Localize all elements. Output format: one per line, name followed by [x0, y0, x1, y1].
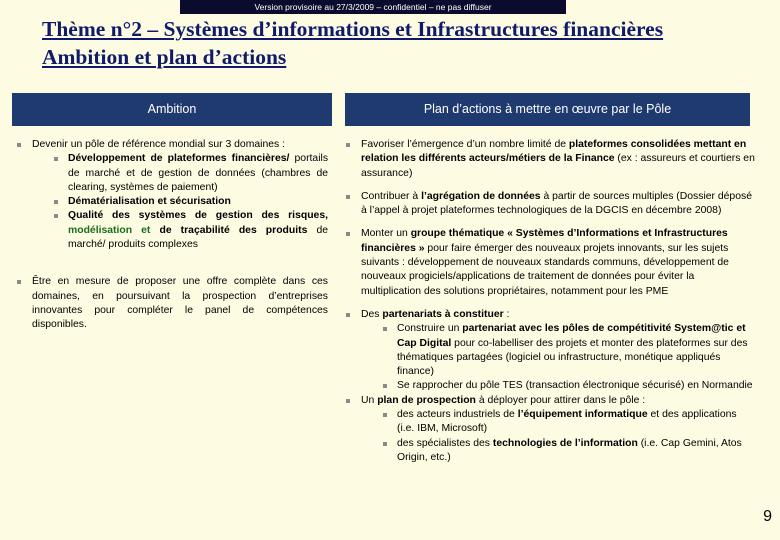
bullet-icon: [383, 413, 387, 417]
ambition-subitem-3: [16, 209, 328, 252]
plan-subitem-4-1-c: pour co-labelliser des projets et monter des plateformes sur des thématiques partagées (logiciel ou infrastructure, monétique appliqués finance): [397, 337, 748, 378]
plan-subitem-4-2: [345, 379, 755, 393]
plan-item-5-a: Un: [361, 394, 375, 406]
bullet-icon: [346, 143, 350, 147]
plan-header: Plan d’actions à mettre en œuvre par le Pôle: [345, 93, 750, 126]
bullet-icon: [54, 200, 58, 204]
plan-item-3: [345, 227, 755, 298]
bullet-icon: [54, 157, 58, 161]
plan-subitem-5-1-c: et des applications (i.e. IBM, Microsoft): [397, 409, 737, 435]
bullet-icon: [346, 313, 350, 317]
plan-item-1-b: plateformes consolidées mettant en relation les différents acteurs/métiers de la Finance: [361, 139, 747, 165]
plan-item-4-c: :: [506, 308, 510, 320]
plan-subitem-4-1-a: Construire un: [397, 323, 460, 335]
ambition-subitem-3-bold: Qualité des systèmes de gestion des risques,: [68, 210, 328, 222]
ambition-subitem-3-green: modélisation et: [68, 224, 151, 236]
plan-item-3-c: pour faire émerger des nouveaux projets innovants, sur les sujets suivants : développement de nouveaux standards communs, développement de nouveaux progiciels/applications de traitement de données pour éviter la multiplication des solutions propriétaires, notamment pour les PME: [361, 242, 729, 297]
bullet-icon: [383, 327, 387, 331]
bullet-icon: [17, 143, 21, 147]
plan-item-2-b: l’agrégation de données: [421, 190, 541, 202]
ambition-column: [16, 138, 328, 333]
bullet-icon: [346, 195, 350, 199]
bullet-icon: [346, 232, 350, 236]
plan-item-1-c: (ex : assureurs et courtiers en assurance): [361, 153, 755, 179]
plan-item-4: [345, 308, 755, 322]
plan-item-4-b: partenariats à constituer: [382, 308, 504, 320]
plan-item-1-a: Favoriser l’émergence d’un nombre limité de: [361, 139, 567, 150]
plan-subitem-5-1-b: l’équipement informatique: [517, 409, 648, 421]
plan-subitem-5-1-a: des acteurs industriels de: [397, 409, 515, 421]
plan-subitem-5-2-b: technologies de l’information: [492, 437, 638, 449]
plan-item-2: [345, 190, 755, 219]
plan-column: [345, 138, 755, 465]
ambition-subitem-2-bold: Dématérialisation et sécurisation: [68, 196, 231, 208]
plan-item-2-c: à partir de sources multiples (Dossier déposé à l’appel à projet plateformes technologiques de la DGCIS en décembre 2008): [361, 190, 752, 217]
bullet-icon: [17, 280, 21, 284]
title-line-1: Thème n°2 – Systèmes d’informations et Infrastructures financières: [42, 17, 664, 41]
ambition-item-2-text: Être en mesure de proposer une offre complète dans ces domaines, en poursuivant la prospection d’entreprises innovantes pour compléter le panel de compétences disponibles.: [32, 276, 328, 331]
ambition-subitem-3-rest: de marché/ produits complexes: [68, 224, 329, 251]
plan-item-1: [345, 138, 755, 181]
ambition-item-2: [16, 275, 328, 332]
plan-item-4-a: Des: [361, 308, 380, 320]
title-line-2: Ambition et plan d’actions: [42, 45, 287, 69]
ambition-item-1-text: Devenir un pôle de référence mondial sur 3 domaines :: [32, 139, 285, 150]
ambition-subitem-1: [16, 152, 328, 195]
plan-subitem-5-2: [345, 437, 755, 466]
plan-item-5-c: à déployer pour attirer dans le pôle :: [478, 394, 646, 406]
plan-subitem-4-2-text: Se rapprocher du pôle TES (transaction électronique sécurisé) en Normandie: [397, 380, 753, 392]
plan-subitem-5-1: [345, 408, 755, 437]
bullet-icon: [383, 384, 387, 388]
bullet-icon: [383, 442, 387, 446]
confidential-banner: Version provisoire au 27/3/2009 – confidentiel – ne pas diffuser: [180, 0, 566, 14]
ambition-subitem-1-rest: portails de marché et de gestion de données (chambres de clearing, systèmes de paiement): [68, 153, 329, 193]
page-number: 9: [763, 508, 772, 525]
plan-subitem-5-2-c: (i.e. Cap Gemini, Atos Origin, etc.): [397, 437, 742, 463]
ambition-subitem-2: [16, 195, 328, 209]
plan-item-5-b: plan de prospection: [377, 394, 476, 406]
bullet-icon: [346, 399, 350, 403]
plan-subitem-4-1: [345, 322, 755, 379]
plan-subitem-5-2-a: des spécialistes des: [397, 437, 490, 449]
ambition-subitem-3-bold2: de traçabilité des produits: [159, 224, 308, 236]
plan-item-5: [345, 394, 755, 408]
ambition-item-1: [16, 138, 328, 152]
page-title: [42, 15, 772, 71]
plan-subitem-4-1-b: partenariat avec les pôles de compétitivité System@tic et Cap Digital: [397, 323, 746, 349]
plan-item-2-a: Contribuer à: [361, 190, 419, 202]
bullet-icon: [54, 214, 58, 218]
ambition-subitem-1-bold: Développement de plateformes financières/: [68, 153, 290, 165]
plan-item-3-b: groupe thématique « Systèmes d’Informations et Infrastructures financières »: [361, 228, 728, 254]
ambition-header: Ambition: [12, 93, 332, 126]
plan-item-3-a: Monter un: [361, 228, 408, 240]
